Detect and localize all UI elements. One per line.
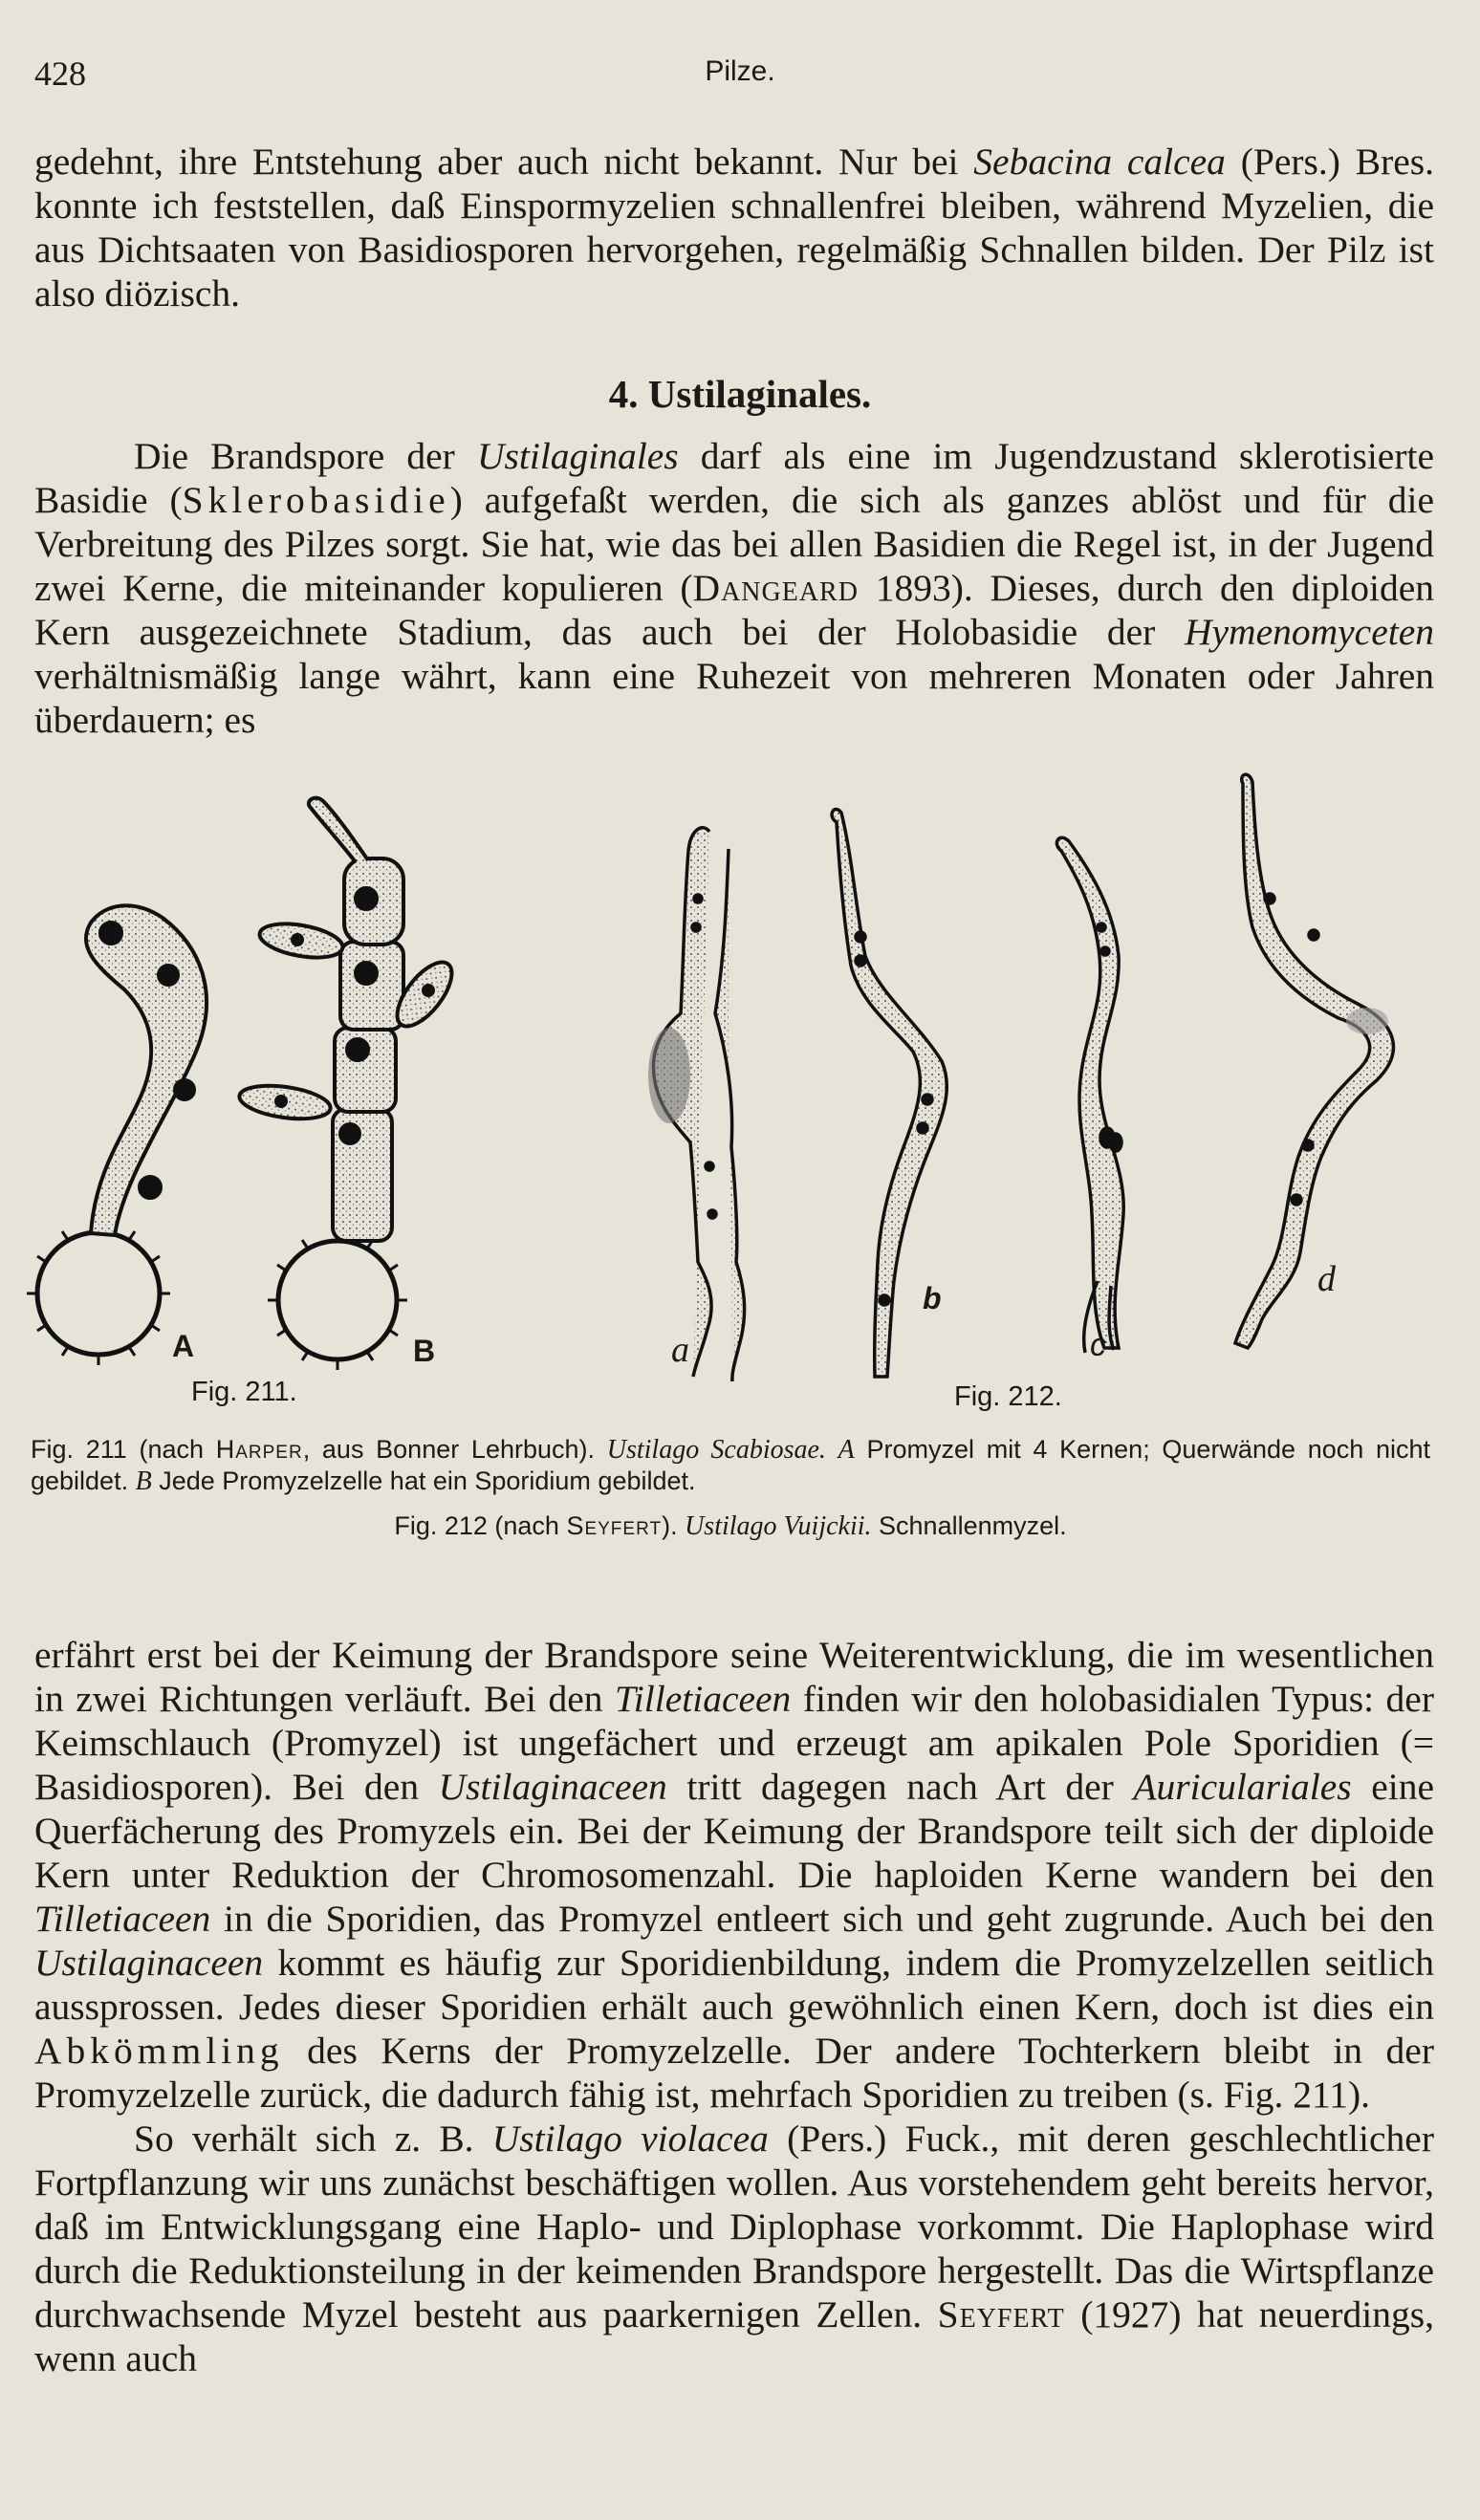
paragraph-keimung: erfährt erst bei der Keimung der Brandspore seine Weiterentwicklung, die im wesentlichen in zwei Richtungen verläuft. Bei den Tilletiaceen finden wir den holobasidialen Typus: der Keimschlauch (Promyzel) ist ungefächert und erzeugt am apikalen Pole Sporidien (= Basidiosporen). Bei den Ustilaginaceen tritt dagegen nach Art der Auriculariales eine Querfächerung des Promyzels ein. Bei der Keimung der Brandspore teilt sich der diploide Kern unter Reduktion der Chromosomenzahl. Die haploiden Kerne wandern bei den Tilletiaceen in die Sporidien, das Promyzel entleert sich und geht zugrunde. Auch bei den Ustilaginaceen kommt es häufig zur Sporidienbildung, indem die Promyzelzellen seitlich aussprossen. Jedes dieser Sporidien erhält auch gewöhnlich einen Kern, doch ist dies ein Abkömmling des Kerns der Promyzelzelle. Der andere Tochterkern bleibt in der Promyzelzelle zurück, die dadurch fähig ist, mehrfach Sporidien zu treiben (s. Fig. 211). So verhält sich z. B. Ustilago violacea (Pers.) Fuck., mit deren geschlechtlicher Fortpflanzung wir uns zunächst beschäftigen wollen. Aus vorstehendem geht bereits hervor, daß im Entwicklungsgang eine Haplo- und Diplophase vorkommt. Die Haplophase wird durch die Reduktionsteilung in der keimenden Brandspore hergestellt. Das die Wirtspflanze durchwachsende Myzel besteht aus paarkernigen Zellen. Seyfert (1927) hat neuerdings, wenn auch: [34, 1634, 1434, 2379]
fig212-d-drawing: [1235, 774, 1393, 1348]
running-title: Pilze.: [705, 55, 775, 87]
letter-d: d: [1317, 1259, 1336, 1299]
letter-a: a: [671, 1330, 689, 1370]
section-heading: 4. Ustilaginales.: [608, 372, 872, 416]
fig212-c-drawing: [1056, 837, 1123, 1353]
paragraph-brandspore: Die Brandspore der Ustilaginales darf als eine im Jugendzustand sklerotisierte Basidie (Sklerobasidie) aufgefaßt werden, die sich als ganzes ablöst und für die Verbreitung des Pilzes sorgt. Sie hat, wie das bei allen Basidien die Regel ist, in der Jugend zwei Kerne, die miteinander kopulieren (Dangeard 1893). Dieses, durch den diploiden Kern ausgezeichnete Stadium, das auch bei der Holobasidie der Hymenomyceten verhältnismäßig lange währt, kann eine Ruhezeit von mehreren Monaten oder Jahren überdauern; es: [34, 435, 1434, 741]
caption-fig212: Fig. 212 (nach Seyfert). Ustilago Vuijckii. Schnallenmyzel.: [394, 1511, 1067, 1541]
page-number: 428: [34, 54, 86, 93]
letter-b: b: [923, 1281, 942, 1315]
fig212-a-drawing: [648, 828, 745, 1381]
caption-fig211: Fig. 211 (nach Harper, aus Bonner Lehrbuch). Ustilago Scabiosae. A Promyzel mit 4 Kernen; Querwände noch nicht gebildet. B Jede Promyzelzelle hat ein Sporidium gebildet.: [31, 1435, 1430, 1496]
fig211-label: Fig. 211.: [191, 1377, 297, 1407]
fig211-a-drawing: [27, 905, 207, 1365]
intro-paragraph: gedehnt, ihre Entstehung aber auch nicht bekannt. Nur bei Sebacina calcea (Pers.) Bres. konnte ich feststellen, daß Einspormyzelien schnallenfrei bleiben, während Myzelien, die aus Dichtsaaten von Basidiosporen hervorgehen, regelmäßig Schnallen bilden. Der Pilz ist also diözisch.: [34, 141, 1435, 315]
figure-illustrations: [0, 765, 1480, 1472]
letter-c: c: [1090, 1327, 1106, 1363]
fig211-b-drawing: [237, 798, 462, 1370]
figure-area: [0, 765, 1480, 1472]
page-header: [34, 54, 1446, 101]
letter-B: B: [413, 1334, 436, 1368]
letter-A: A: [172, 1329, 195, 1363]
fig212-label: Fig. 212.: [954, 1381, 1062, 1412]
figure-captions: [31, 1434, 1430, 1542]
paragraph-ustilago-violacea: So verhält sich z. B. Ustilago violacea (Pers.) Fuck., mit deren geschlechtlicher Fortpflanzung wir uns zunächst beschäftigen wollen. Aus vorstehendem geht bereits hervor, daß im Entwicklungsgang eine Haplo- und Diplophase vorkommt. Die Haplophase wird durch die Reduktionsteilung in der keimenden Brandspore hergestellt. Das die Wirtspflanze durchwachsende Myzel besteht aus paarkernigen Zellen. Seyfert (1927) hat neuerdings, wenn auch: [34, 2118, 1434, 2379]
